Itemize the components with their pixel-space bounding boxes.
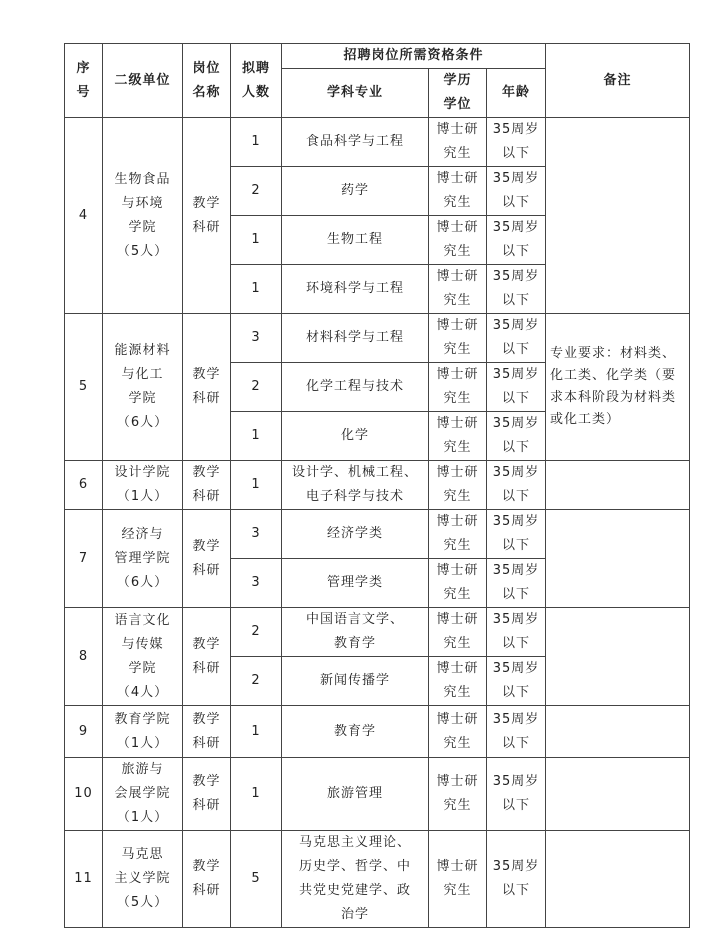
cell-count: 2 [231,363,282,412]
table-row [65,118,690,167]
header-major: 学科专业 [282,69,429,118]
cell-degree: 博士研 究生 [429,510,487,559]
table-row [65,831,690,928]
cell-unit: 设计学院 （1人） [103,461,183,510]
cell-unit: 能源材料 与化工 学院 （6人） [103,314,183,461]
header-degree: 学历 学位 [429,69,487,118]
cell-major: 材料科学与工程 [282,314,429,363]
cell-degree: 博士研 究生 [429,118,487,167]
cell-post: 教学 科研 [183,831,231,928]
table-row [65,608,690,657]
cell-count: 1 [231,758,282,831]
cell-degree: 博士研 究生 [429,706,487,758]
table-row [65,314,690,363]
cell-post: 教学 科研 [183,758,231,831]
cell-age: 35周岁 以下 [487,167,546,216]
cell-count: 1 [231,461,282,510]
cell-seq: 4 [65,118,103,314]
header-age: 年龄 [487,69,546,118]
cell-seq: 10 [65,758,103,831]
cell-unit: 教育学院 （1人） [103,706,183,758]
header-qualifications: 招聘岗位所需资格条件 [282,44,546,69]
cell-count: 1 [231,216,282,265]
header-seq: 序 号 [65,44,103,118]
cell-major: 管理学类 [282,559,429,608]
cell-major: 食品科学与工程 [282,118,429,167]
cell-degree: 博士研 究生 [429,363,487,412]
cell-degree: 博士研 究生 [429,559,487,608]
cell-age: 35周岁 以下 [487,831,546,928]
cell-age: 35周岁 以下 [487,216,546,265]
cell-count: 2 [231,167,282,216]
cell-degree: 博士研 究生 [429,657,487,706]
cell-major: 生物工程 [282,216,429,265]
cell-degree: 博士研 究生 [429,758,487,831]
cell-unit: 旅游与 会展学院 （1人） [103,758,183,831]
cell-count: 1 [231,706,282,758]
cell-degree: 博士研 究生 [429,314,487,363]
recruitment-table [64,43,690,928]
cell-degree: 博士研 究生 [429,412,487,461]
cell-age: 35周岁 以下 [487,363,546,412]
cell-unit: 马克思 主义学院 （5人） [103,831,183,928]
cell-age: 35周岁 以下 [487,657,546,706]
cell-count: 1 [231,412,282,461]
cell-unit: 语言文化 与传媒 学院 （4人） [103,608,183,706]
cell-note [546,608,690,706]
cell-major: 经济学类 [282,510,429,559]
cell-post: 教学 科研 [183,608,231,706]
cell-major: 化学 [282,412,429,461]
table-body [65,44,690,928]
cell-degree: 博士研 究生 [429,608,487,657]
cell-unit: 生物食品 与环境 学院 （5人） [103,118,183,314]
cell-age: 35周岁 以下 [487,412,546,461]
cell-major: 教育学 [282,706,429,758]
cell-age: 35周岁 以下 [487,758,546,831]
table-row [65,706,690,758]
cell-major: 环境科学与工程 [282,265,429,314]
cell-age: 35周岁 以下 [487,314,546,363]
cell-major: 新闻传播学 [282,657,429,706]
cell-major: 马克思主义理论、 历史学、哲学、中 共党史党建学、政 治学 [282,831,429,928]
cell-note [546,831,690,928]
cell-major: 化学工程与技术 [282,363,429,412]
cell-degree: 博士研 究生 [429,167,487,216]
cell-note [546,758,690,831]
cell-age: 35周岁 以下 [487,510,546,559]
header-note: 备注 [546,44,690,118]
cell-seq: 6 [65,461,103,510]
cell-seq: 9 [65,706,103,758]
cell-note [546,510,690,608]
header-unit: 二级单位 [103,44,183,118]
cell-note [546,706,690,758]
cell-major: 中国语言文学、 教育学 [282,608,429,657]
header-post-name: 岗位 名称 [183,44,231,118]
cell-note [546,461,690,510]
cell-count: 5 [231,831,282,928]
cell-major: 旅游管理 [282,758,429,831]
cell-note: 专业要求：材料类、化工类、化学类（要求本科阶段为材料类或化工类） [546,314,690,461]
cell-major: 药学 [282,167,429,216]
cell-count: 1 [231,265,282,314]
header-row-top [65,44,690,69]
cell-age: 35周岁 以下 [487,118,546,167]
cell-seq: 11 [65,831,103,928]
cell-count: 2 [231,608,282,657]
table-row [65,461,690,510]
cell-post: 教学 科研 [183,314,231,461]
cell-count: 1 [231,118,282,167]
cell-seq: 7 [65,510,103,608]
cell-age: 35周岁 以下 [487,265,546,314]
cell-post: 教学 科研 [183,461,231,510]
cell-count: 3 [231,559,282,608]
cell-degree: 博士研 究生 [429,831,487,928]
table-row [65,758,690,831]
cell-degree: 博士研 究生 [429,461,487,510]
table-row [65,510,690,559]
cell-age: 35周岁 以下 [487,706,546,758]
cell-seq: 5 [65,314,103,461]
cell-degree: 博士研 究生 [429,216,487,265]
cell-note [546,118,690,314]
cell-count: 2 [231,657,282,706]
cell-major: 设计学、机械工程、 电子科学与技术 [282,461,429,510]
cell-age: 35周岁 以下 [487,461,546,510]
cell-degree: 博士研 究生 [429,265,487,314]
cell-post: 教学 科研 [183,706,231,758]
cell-post: 教学 科研 [183,510,231,608]
cell-unit: 经济与 管理学院 （6人） [103,510,183,608]
cell-seq: 8 [65,608,103,706]
header-count: 拟聘 人数 [231,44,282,118]
cell-count: 3 [231,314,282,363]
cell-age: 35周岁 以下 [487,559,546,608]
cell-age: 35周岁 以下 [487,608,546,657]
cell-post: 教学 科研 [183,118,231,314]
cell-count: 3 [231,510,282,559]
